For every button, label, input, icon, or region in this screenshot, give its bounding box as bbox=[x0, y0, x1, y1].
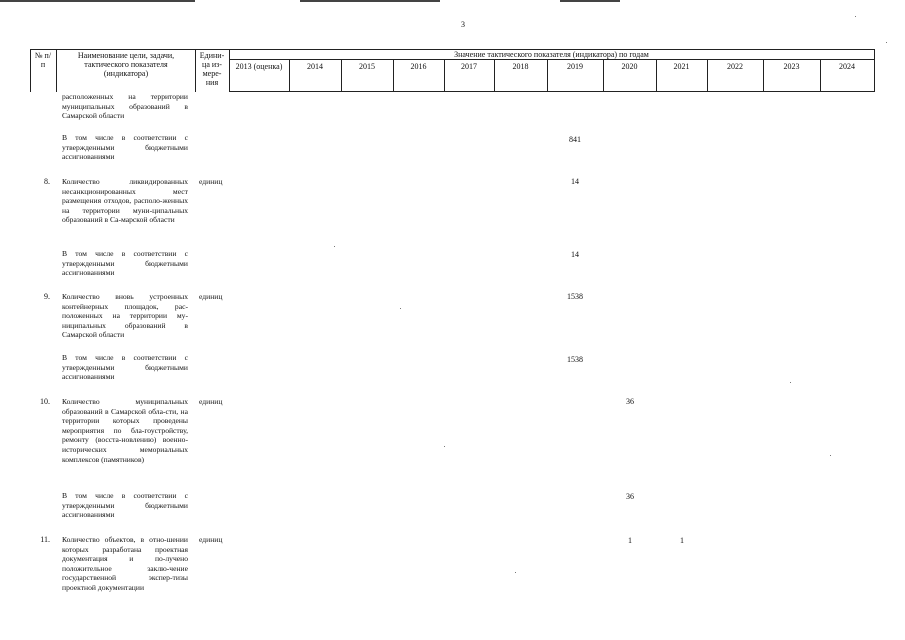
row-number: 9. bbox=[44, 292, 50, 301]
col-divider bbox=[30, 49, 31, 92]
indicator-name: В том числе в соответствии с утвержденными бюджетными ассигнованиями bbox=[62, 353, 188, 382]
unit: единиц bbox=[199, 535, 223, 544]
value-2019: 1538 bbox=[567, 355, 583, 364]
year-2013: 2013 (оценка) bbox=[235, 62, 283, 71]
indicator-name: Количество муниципальных образований в Самарской обла-сти, на территории которых проведены мероприятия по бла-гоустройству, ремонту (восста-новлению) военно-исторических мемориальных комплексов (памятников) bbox=[62, 397, 188, 464]
value-2019: 14 bbox=[571, 177, 579, 186]
value-2021: 1 bbox=[680, 536, 684, 545]
indicator-name: В том числе в соответствии с утвержденными бюджетными ассигнованиями bbox=[62, 491, 188, 520]
year-2018: 2018 bbox=[512, 62, 529, 71]
col-divider bbox=[195, 49, 196, 92]
scan-edge-top-mid bbox=[300, 0, 440, 2]
unit: единиц bbox=[199, 177, 223, 186]
unit: единиц bbox=[199, 292, 223, 301]
scan-speck bbox=[515, 572, 516, 573]
header-bottom-border bbox=[229, 91, 874, 92]
indicator-name: В том числе в соответствии с утвержденными бюджетными ассигнованиями bbox=[62, 249, 188, 278]
value-2019: 1538 bbox=[567, 292, 583, 301]
scan-edge-top-right bbox=[560, 0, 620, 2]
scan-speck bbox=[886, 42, 887, 43]
indicator-name: Количество ликвидированных несанкционированных мест размещения отходов, располо-женных на территории муни-ципальных образований в Са-марской области bbox=[62, 177, 188, 225]
row-number: 10. bbox=[40, 397, 50, 406]
year-2019: 2019 bbox=[567, 62, 583, 71]
year-2021: 2021 bbox=[673, 62, 690, 71]
year-2014: 2014 bbox=[307, 62, 323, 71]
col-divider bbox=[56, 49, 57, 92]
indicator-name: Количество вновь устроенных контейнерных площадок, рас-положенных на территории му-ниципальных образований в Самарской области bbox=[62, 292, 188, 340]
header-years-border bbox=[229, 59, 874, 60]
value-2019: 841 bbox=[569, 135, 581, 144]
year-2022: 2022 bbox=[727, 62, 743, 71]
value-2020: 36 bbox=[626, 397, 634, 406]
row-number: 8. bbox=[44, 177, 50, 186]
header-col-values: Значение тактического показателя (индикатора) по годам bbox=[454, 50, 649, 59]
header-col-unit: Едини-ца из-мере-ния bbox=[199, 51, 225, 87]
year-2024: 2024 bbox=[839, 62, 855, 71]
scan-speck bbox=[790, 382, 791, 383]
header-col-num: № п/п bbox=[34, 51, 52, 69]
col-divider bbox=[874, 49, 875, 92]
value-2020: 36 bbox=[626, 492, 634, 501]
scan-edge-top-left bbox=[0, 0, 195, 2]
page-number: 3 bbox=[461, 20, 465, 29]
year-2017: 2017 bbox=[461, 62, 477, 71]
scan-speck bbox=[830, 455, 831, 456]
scan-speck bbox=[444, 446, 445, 447]
indicator-name: В том числе в соответствии с утвержденными бюджетными ассигнованиями bbox=[62, 133, 188, 162]
indicator-name: Количество объектов, в отно-шении которых разработана проектная документация и по-лучено положительное заклю-чение государственной экспер-тизы проектной документации bbox=[62, 535, 188, 592]
scan-speck bbox=[400, 308, 401, 309]
value-2019: 14 bbox=[571, 250, 579, 259]
scan-speck bbox=[855, 16, 856, 17]
year-2015: 2015 bbox=[359, 62, 375, 71]
row-number: 11. bbox=[40, 535, 50, 544]
year-2016: 2016 bbox=[410, 62, 427, 71]
unit: единиц bbox=[199, 397, 223, 406]
indicator-name: расположенных на территории муниципальных образований в Самарской области bbox=[62, 92, 188, 121]
year-2023: 2023 bbox=[783, 62, 800, 71]
value-2020: 1 bbox=[628, 536, 632, 545]
year-2020: 2020 bbox=[621, 62, 638, 71]
scan-speck bbox=[334, 246, 335, 247]
header-col-name: Наименование цели, задачи, тактического показателя (индикатора) bbox=[77, 51, 175, 78]
